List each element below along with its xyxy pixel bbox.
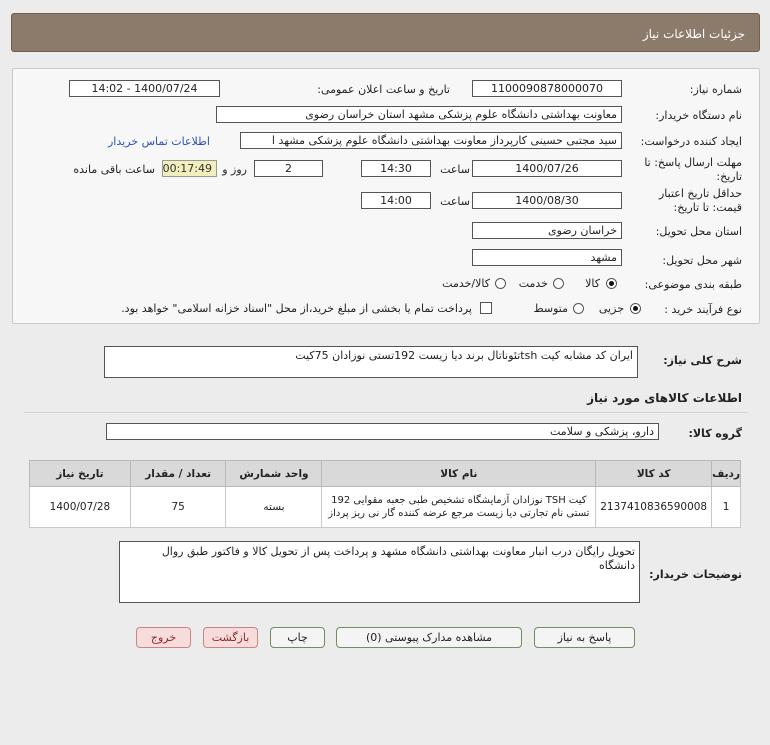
creator-field: سید مجتبی حسینی کارپرداز معاونت بهداشتی دانشگاه علوم پزشکی مشهد ا [240, 132, 622, 149]
purchase-medium-label: متوسط [533, 302, 568, 315]
cell-code: 2137410836590008 [596, 487, 712, 528]
cell-index: 1 [712, 487, 741, 528]
need-number-field: 1100090878000070 [472, 80, 622, 97]
announce-field: 1400/07/24 - 14:02 [69, 80, 220, 97]
goods-table [29, 460, 741, 528]
print-button[interactable]: چاپ [270, 627, 325, 648]
purchase-minor-label: جزیی [598, 302, 624, 315]
deadline-time-label: ساعت [440, 163, 470, 176]
creator-label: ایجاد کننده درخواست: [640, 135, 742, 148]
cell-date: 1400/07/28 [30, 487, 131, 528]
goods-group-field: دارو، پزشکی و سلامت [106, 423, 659, 440]
purchase-minor-radio[interactable] [630, 303, 641, 314]
buyer-notes-box: تحویل رایگان درب انبار معاونت بهداشتی دانشگاه مشهد و پرداخت پس از تحویل کالا و فاکتور طبق روال دانشگاه [119, 541, 640, 603]
days-field: 2 [254, 160, 323, 177]
category-label: طبقه بندی موضوعی: [644, 278, 742, 291]
col-unit: واحد شمارش [226, 461, 322, 487]
category-service-radio[interactable] [553, 278, 564, 289]
treasury-payment-note: پرداخت تمام یا بخشی از مبلغ خرید،از محل "اسناد خزانه اسلامی" خواهد بود. [121, 302, 472, 315]
category-both-label: کالا/خدمت [442, 277, 490, 290]
description-label: شرح کلی نیاز: [663, 354, 742, 367]
col-qty: تعداد / مقدار [130, 461, 226, 487]
cell-qty: 75 [130, 487, 226, 528]
city-label: شهر محل تحویل: [662, 254, 742, 267]
col-index: ردیف [712, 461, 741, 487]
category-service-label: خدمت [518, 277, 548, 290]
description-box: ایران کد مشابه کیت tshتئوناتال برند دیا زیست 192تستی نوزادان 75کیت [104, 346, 638, 378]
treasury-payment-checkbox[interactable] [480, 302, 492, 314]
attachments-button[interactable]: مشاهده مدارک پیوستی (0) [336, 627, 522, 648]
buyer-org-label: نام دستگاه خریدار: [655, 109, 742, 122]
category-goods-radio[interactable] [606, 278, 617, 289]
announce-label: تاریخ و ساعت اعلان عمومی: [317, 83, 450, 96]
buyer-contact-link[interactable]: اطلاعات تماس خریدار [108, 135, 210, 148]
purchase-medium-radio[interactable] [573, 303, 584, 314]
exit-button[interactable]: خروج [136, 627, 191, 648]
col-date: تاریخ نیاز [30, 461, 131, 487]
category-goods-label: کالا [585, 277, 600, 290]
province-label: استان محل تحویل: [655, 225, 742, 238]
countdown-timer: 00:17:49 [162, 160, 217, 177]
goods-section-title: اطلاعات کالاهای مورد نیاز [587, 391, 742, 405]
deadline-date-field: 1400/07/26 [472, 160, 622, 177]
validity-label: حداقل تاریخ اعتبار [658, 187, 742, 200]
page-title: جزئیات اطلاعات نیاز [642, 27, 745, 41]
province-field: خراسان رضوی [472, 222, 622, 239]
deadline-label-2: تاریخ: [716, 170, 742, 183]
deadline-time-field: 14:30 [361, 160, 431, 177]
reply-button[interactable]: پاسخ به نیاز [534, 627, 635, 648]
table-row [30, 487, 741, 528]
back-button[interactable]: بازگشت [203, 627, 258, 648]
col-name: نام کالا [322, 461, 596, 487]
col-code: کد کالا [596, 461, 712, 487]
deadline-label: مهلت ارسال پاسخ: تا [644, 156, 742, 169]
city-field: مشهد [472, 249, 622, 266]
validity-label-2: قیمت: تا تاریخ: [673, 201, 742, 214]
cell-unit: بسته [226, 487, 322, 528]
section-divider [24, 412, 748, 413]
page-header [11, 13, 760, 52]
validity-time-label: ساعت [440, 195, 470, 208]
days-label: روز و [222, 163, 247, 176]
validity-date-field: 1400/08/30 [472, 192, 622, 209]
validity-time-field: 14:00 [361, 192, 431, 209]
category-both-radio[interactable] [495, 278, 506, 289]
goods-group-label: گروه کالا: [688, 427, 742, 440]
remaining-label: ساعت باقی مانده [73, 163, 155, 176]
buyer-notes-label: توضیحات خریدار: [649, 568, 742, 581]
purchase-type-label: نوع فرآیند خرید : [664, 303, 742, 316]
buyer-org-field: معاونت بهداشتی دانشگاه علوم پزشکی مشهد استان خراسان رضوی [216, 106, 622, 123]
need-number-label: شماره نیاز: [689, 83, 742, 96]
cell-name: کیت TSH نوزادان آزمایشگاه تشخیص طبی جعبه مقوایی 192 تستی نام تجارتی دیا زیست مرجع عرضه کننده گار نی ریز پرداز [322, 487, 596, 528]
